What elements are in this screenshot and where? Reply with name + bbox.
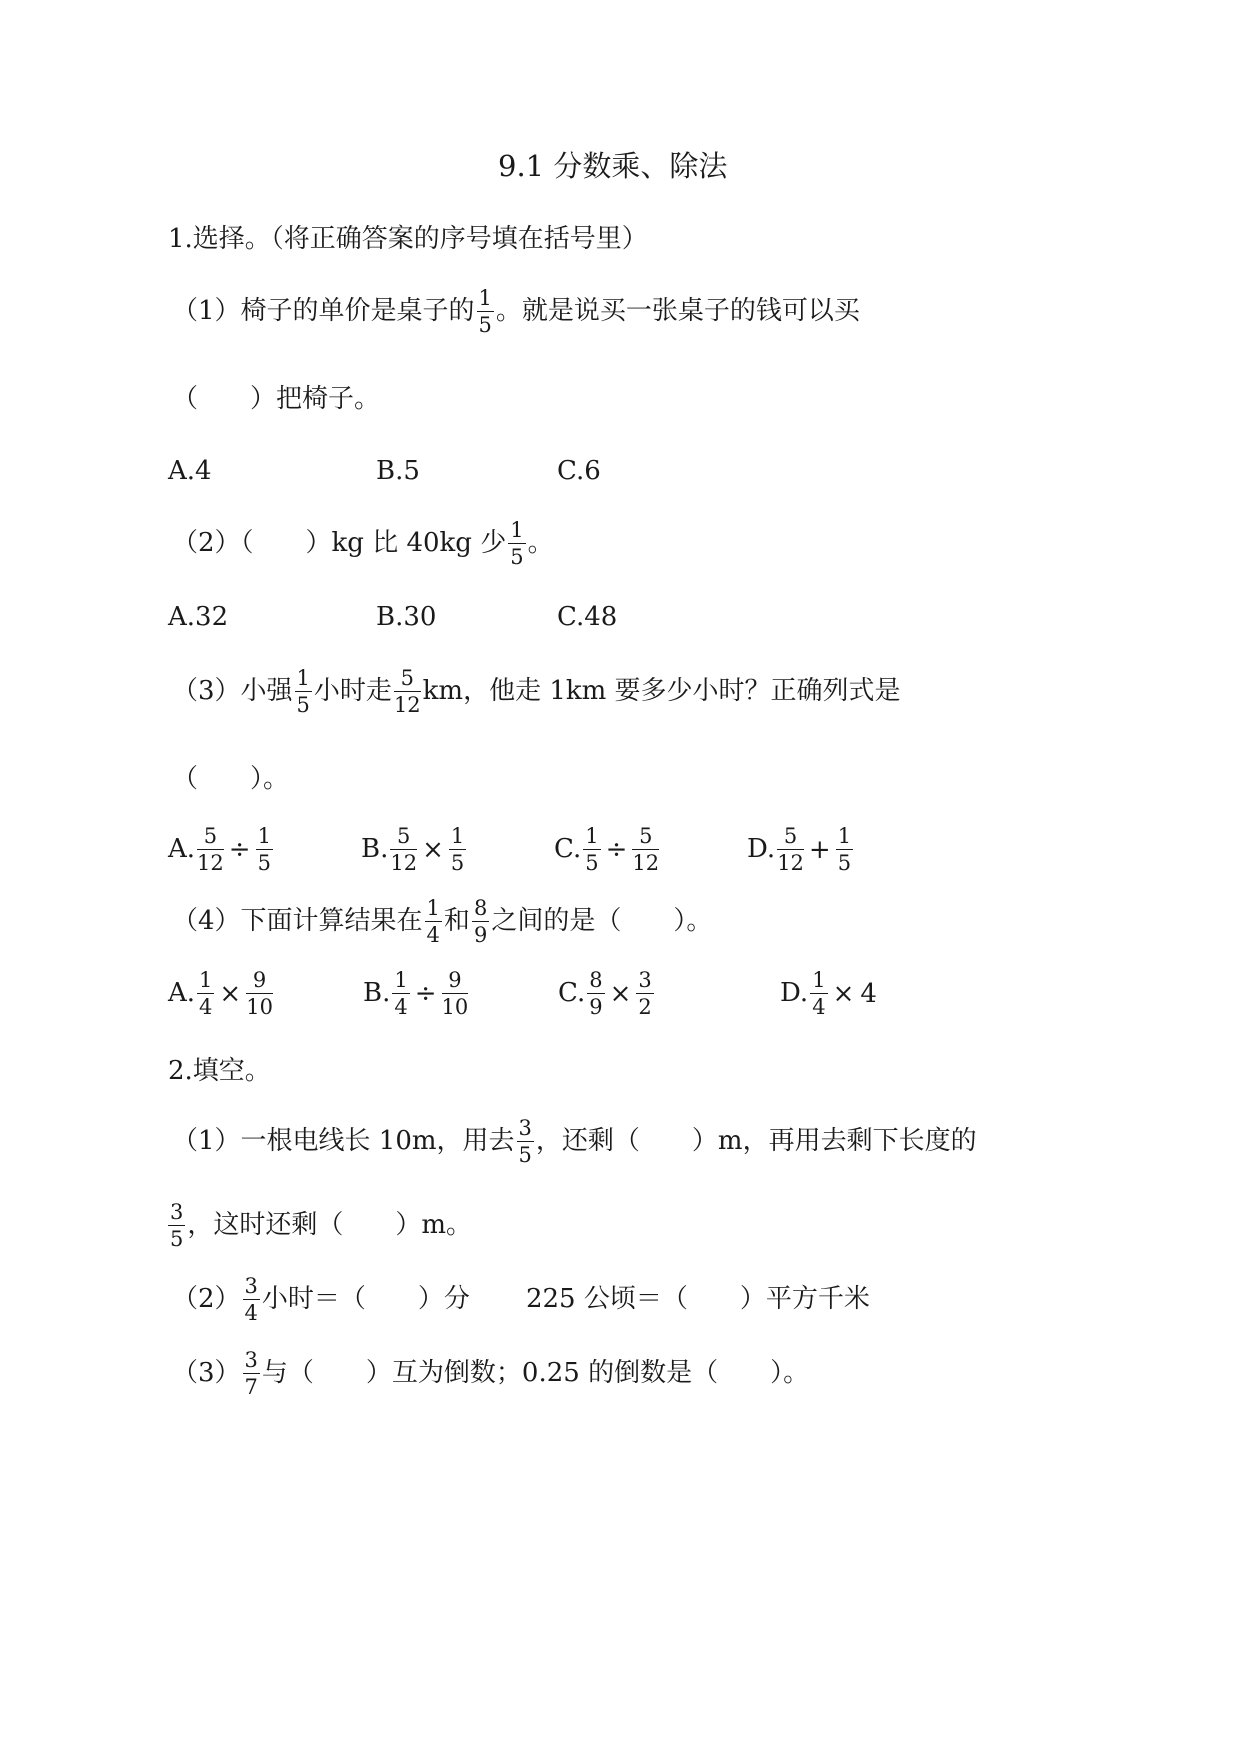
fraction: [256, 826, 273, 874]
operator: ×: [832, 979, 855, 1009]
operator: +: [808, 835, 831, 865]
q-text: 。就是说买一张桌子的钱可以买: [495, 296, 860, 326]
option-label: D.: [780, 978, 809, 1008]
numerator: 5: [394, 668, 421, 692]
fraction: [246, 970, 273, 1018]
option-b: [361, 826, 468, 874]
denominator: 4: [394, 995, 408, 1019]
fraction: [587, 970, 604, 1018]
denominator: 9: [589, 995, 603, 1019]
denominator: 5: [296, 693, 310, 717]
option-a: [168, 970, 275, 1018]
fraction: [390, 826, 417, 874]
numerator: 5: [632, 826, 659, 850]
operator: ÷: [605, 835, 628, 865]
q-text: ，还剩（ ）m，再用去剩下长度的: [535, 1126, 977, 1156]
option-label: A.: [168, 978, 196, 1008]
numerator: 5: [197, 826, 224, 850]
fraction: [508, 520, 525, 568]
fraction: [449, 826, 466, 874]
numerator: 1: [199, 968, 213, 992]
section-2-heading: 2.填空。: [168, 1056, 271, 1086]
denominator: 2: [638, 995, 652, 1019]
denominator: 12: [197, 851, 224, 875]
fraction: [392, 970, 409, 1018]
option-c: [558, 970, 656, 1018]
denominator: 5: [518, 1143, 532, 1167]
question-1-3: [172, 668, 901, 716]
denominator: 12: [632, 851, 660, 875]
question-1-4: [172, 898, 712, 946]
fraction: [477, 288, 494, 336]
operator: ×: [422, 835, 444, 865]
q-text: （2）: [172, 1284, 241, 1314]
fraction: [197, 826, 224, 874]
numerator: 1: [478, 286, 492, 310]
numerator: 3: [170, 1200, 184, 1224]
option-label: C.: [554, 834, 582, 864]
denominator: 5: [170, 1227, 184, 1251]
numerator: 3: [244, 1274, 258, 1298]
denominator: 12: [777, 851, 804, 875]
question-1-1: [172, 288, 860, 336]
numerator: 9: [442, 970, 469, 994]
section-1-heading: 1.选择。（将正确答案的序号填在括号里）: [168, 224, 648, 254]
option-label: A.: [168, 834, 196, 864]
denominator: 4: [426, 923, 440, 947]
question-1-3-line2: （ ）。: [172, 764, 290, 794]
denominator: 9: [473, 923, 488, 947]
question-1-1-line2: （ ）把椅子。: [172, 384, 381, 414]
q-text: ，这时还剩（ ）m。: [187, 1210, 473, 1240]
option-b: B.5: [376, 456, 420, 486]
q-text: （1）椅子的单价是桌子的: [172, 296, 475, 326]
fraction: [810, 970, 827, 1018]
numerator: 3: [638, 968, 652, 992]
denominator: 7: [244, 1375, 258, 1399]
q-text: 。: [527, 528, 554, 558]
option-c: [554, 826, 661, 874]
numerator: 3: [244, 1348, 258, 1372]
option-c: C.6: [557, 456, 601, 486]
fraction: [517, 1118, 534, 1166]
numerator: 5: [777, 826, 804, 850]
operator: ÷: [228, 835, 251, 865]
numerator: 1: [585, 824, 599, 848]
fraction: [295, 668, 312, 716]
denominator: 5: [478, 313, 492, 337]
denominator: 12: [390, 851, 418, 875]
numerator: 5: [390, 826, 417, 850]
option-label: B.: [361, 834, 389, 864]
operator: ×: [219, 979, 242, 1009]
numerator: 8: [589, 968, 603, 992]
q-text: （1）一根电线长 10m，用去: [172, 1126, 515, 1156]
numerator: 9: [246, 970, 273, 994]
question-2-1-line2: [166, 1202, 472, 1250]
q-text: 与（ ）互为倒数；0.25 的倒数是（ ）。: [261, 1358, 810, 1388]
fraction: [632, 826, 659, 874]
denominator: 4: [199, 995, 213, 1019]
option-a: A.32: [168, 602, 229, 632]
denominator: 5: [837, 851, 852, 875]
numerator: 1: [257, 824, 271, 848]
denominator: 4: [812, 995, 826, 1019]
option-label: D.: [747, 834, 776, 864]
operator: ×: [609, 979, 632, 1009]
option-d: [780, 970, 880, 1018]
fraction: [636, 970, 653, 1018]
q-text: 小时走: [313, 676, 392, 706]
denominator: 4: [244, 1301, 258, 1325]
denominator: 12: [393, 693, 421, 717]
q-text: km，他走 1km 要多少小时？正确列式是: [422, 676, 901, 706]
q-text: （4）下面计算结果在: [172, 906, 423, 936]
q-text: 之间的是（ ）。: [491, 906, 713, 936]
question-2-3: [172, 1350, 809, 1398]
fraction: [442, 970, 469, 1018]
fraction: [243, 1276, 260, 1324]
denominator: 10: [441, 995, 469, 1019]
fraction: [472, 898, 489, 946]
q-text: 小时＝（ ）分: [261, 1284, 470, 1314]
q-text: （3）小强: [172, 676, 293, 706]
question-2-1: [172, 1118, 977, 1166]
numerator: 3: [518, 1116, 532, 1140]
denominator: 5: [585, 851, 599, 875]
fraction: [583, 826, 600, 874]
numerator: 8: [473, 896, 488, 920]
numerator: 1: [510, 518, 524, 542]
option-label: C.: [558, 978, 586, 1008]
option-value: 4: [860, 979, 877, 1009]
operator: ÷: [414, 979, 437, 1009]
numerator: 1: [450, 824, 465, 848]
option-a: [168, 826, 275, 874]
denominator: 5: [510, 545, 524, 569]
fraction: [836, 826, 853, 874]
numerator: 1: [394, 968, 408, 992]
option-d: [747, 826, 855, 874]
denominator: 5: [450, 851, 465, 875]
question-2-2: [172, 1276, 870, 1324]
fraction: [425, 898, 442, 946]
fraction: [777, 826, 804, 874]
numerator: 1: [426, 896, 440, 920]
denominator: 10: [246, 995, 273, 1019]
fraction: [243, 1350, 260, 1398]
question-1-2: [172, 520, 554, 568]
q-text: （3）: [172, 1358, 241, 1388]
option-a: A.4: [168, 456, 212, 486]
q-text: （2）（ ）kg 比 40kg 少: [172, 528, 507, 558]
fraction: [197, 970, 214, 1018]
fraction: [394, 668, 421, 716]
numerator: 1: [812, 968, 826, 992]
q-text: 225 公顷＝（ ）平方千米: [525, 1284, 870, 1314]
option-b: B.30: [376, 602, 437, 632]
option-b: [363, 970, 470, 1018]
option-c: C.48: [557, 602, 618, 632]
q-text: 和: [443, 906, 470, 936]
denominator: 5: [257, 851, 271, 875]
page-title: 9.1 分数乘、除法: [498, 149, 728, 183]
numerator: 1: [296, 666, 310, 690]
numerator: 1: [837, 824, 852, 848]
option-label: B.: [363, 978, 391, 1008]
fraction: [168, 1202, 185, 1250]
